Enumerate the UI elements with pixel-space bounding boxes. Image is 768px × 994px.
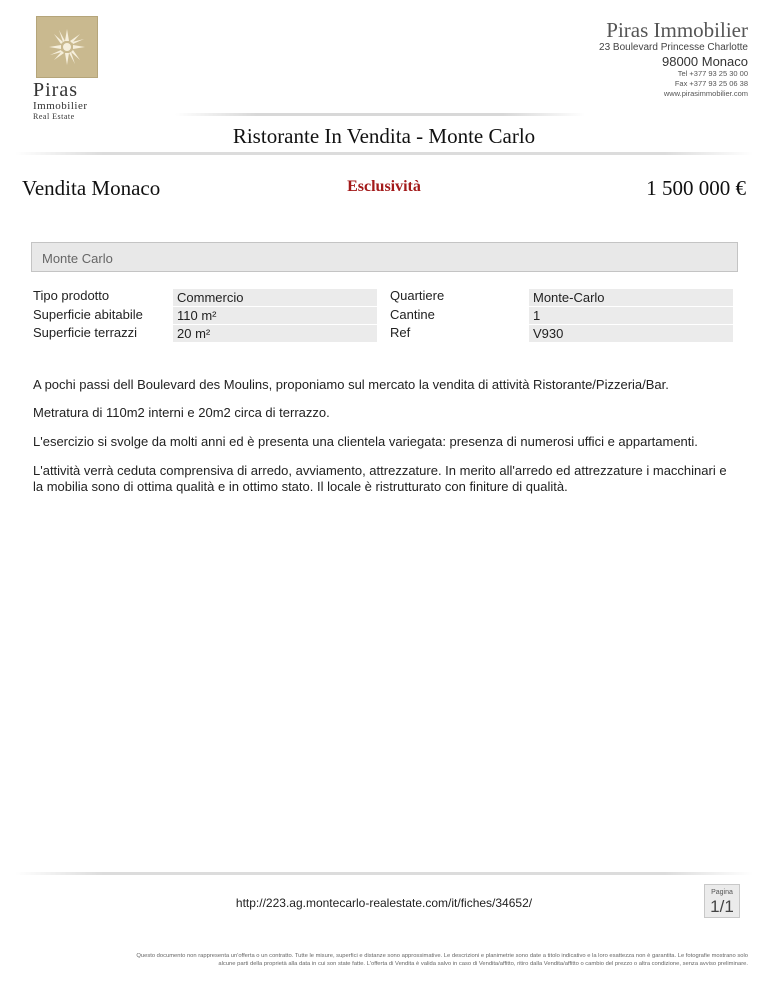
logo-wordmark xyxy=(33,80,88,121)
exclusive-badge: Esclusività xyxy=(347,178,421,195)
agency-website[interactable]: www.pirasimmobilier.com xyxy=(663,89,748,98)
spec-value-cellar: 1 xyxy=(529,307,733,324)
spec-value-ref: V930 xyxy=(529,325,733,342)
description-paragraph: L'attività verrà ceduta comprensiva di arredo, avviamento, attrezzature. In merito all'arredo ed attrezzature i macchinari e la mobilia sono di ottima qualità e in ottimo stato. Il locale è ristrutturato con finiture di qualità. xyxy=(33,463,727,494)
description-paragraph: Metratura di 110m2 interni e 20m2 circa di terrazzo. xyxy=(33,405,330,420)
logo-line-2: Immobilier xyxy=(33,100,88,112)
legal-disclaimer: Questo documento non rappresenta un'offerta o un contratto. Tutte le misure, superfici e distanze sono approssimative. Le descrizioni e planimetrie sono date a titolo indicativo e la loro esattezza non è garantita. Le fotografie mostrano solo alcune parti della proprietà alla data in cui son state fatte. L'offerta di Vendita è valida salvo in caso di Vendita/affitto, ritiro dalla Vendita/affitto o cambio del prezzo o altra condizione, senza avviso preliminare. xyxy=(136,953,748,967)
title-divider xyxy=(15,152,753,155)
agency-contact xyxy=(599,18,748,99)
listing-url-link[interactable]: http://223.ag.montecarlo-realestate.com/it/fiches/34652/ xyxy=(235,896,533,910)
agency-address: 23 Boulevard Princesse Charlotte xyxy=(599,42,748,53)
spec-value-terrace-area: 20 m² xyxy=(173,325,377,342)
agency-city: 98000 Monaco xyxy=(661,54,748,69)
price: 1 500 000 € xyxy=(646,176,746,200)
spec-label-type: Tipo prodotto xyxy=(33,288,110,303)
location-bar: Monte Carlo xyxy=(31,242,738,272)
page-title: Ristorante In Vendita - Monte Carlo xyxy=(232,124,536,148)
page-indicator xyxy=(704,884,740,918)
spec-value-type: Commercio xyxy=(173,289,377,306)
spec-label-ref: Ref xyxy=(390,325,411,340)
spec-label-district: Quartiere xyxy=(390,288,445,303)
footer-divider xyxy=(15,872,753,875)
agency-name: Piras Immobilier xyxy=(606,18,748,42)
spec-value-district: Monte-Carlo xyxy=(529,289,733,306)
logo-line-1: Piras xyxy=(33,79,78,101)
spec-label-cellar: Cantine xyxy=(390,307,435,322)
agency-tel: Tel +377 93 25 30 00 xyxy=(677,69,748,78)
sale-type: Vendita Monaco xyxy=(22,176,161,200)
spec-label-living-area: Superficie abitabile xyxy=(33,307,143,322)
logo-line-3: Real Estate xyxy=(33,112,75,121)
logo-emblem xyxy=(36,16,98,78)
spec-value-living-area: 110 m² xyxy=(173,307,377,324)
spec-label-terrace-area: Superficie terrazzi xyxy=(33,325,138,340)
description-paragraph: L'esercizio si svolge da molti anni ed è presenta una clientela variegata: presenza di numerosi uffici e appartamenti. xyxy=(33,434,698,449)
page-number: 1/1 xyxy=(710,897,734,916)
sunburst-logo-icon xyxy=(47,27,87,67)
page-label: Pagina xyxy=(711,889,733,896)
header-divider xyxy=(175,113,585,116)
description-paragraph: A pochi passi dell Boulevard des Moulins, proponiamo sul mercato la vendita di attività Ristorante/Pizzeria/Bar. xyxy=(33,377,669,392)
agency-fax: Fax +377 93 25 06 38 xyxy=(674,79,748,88)
